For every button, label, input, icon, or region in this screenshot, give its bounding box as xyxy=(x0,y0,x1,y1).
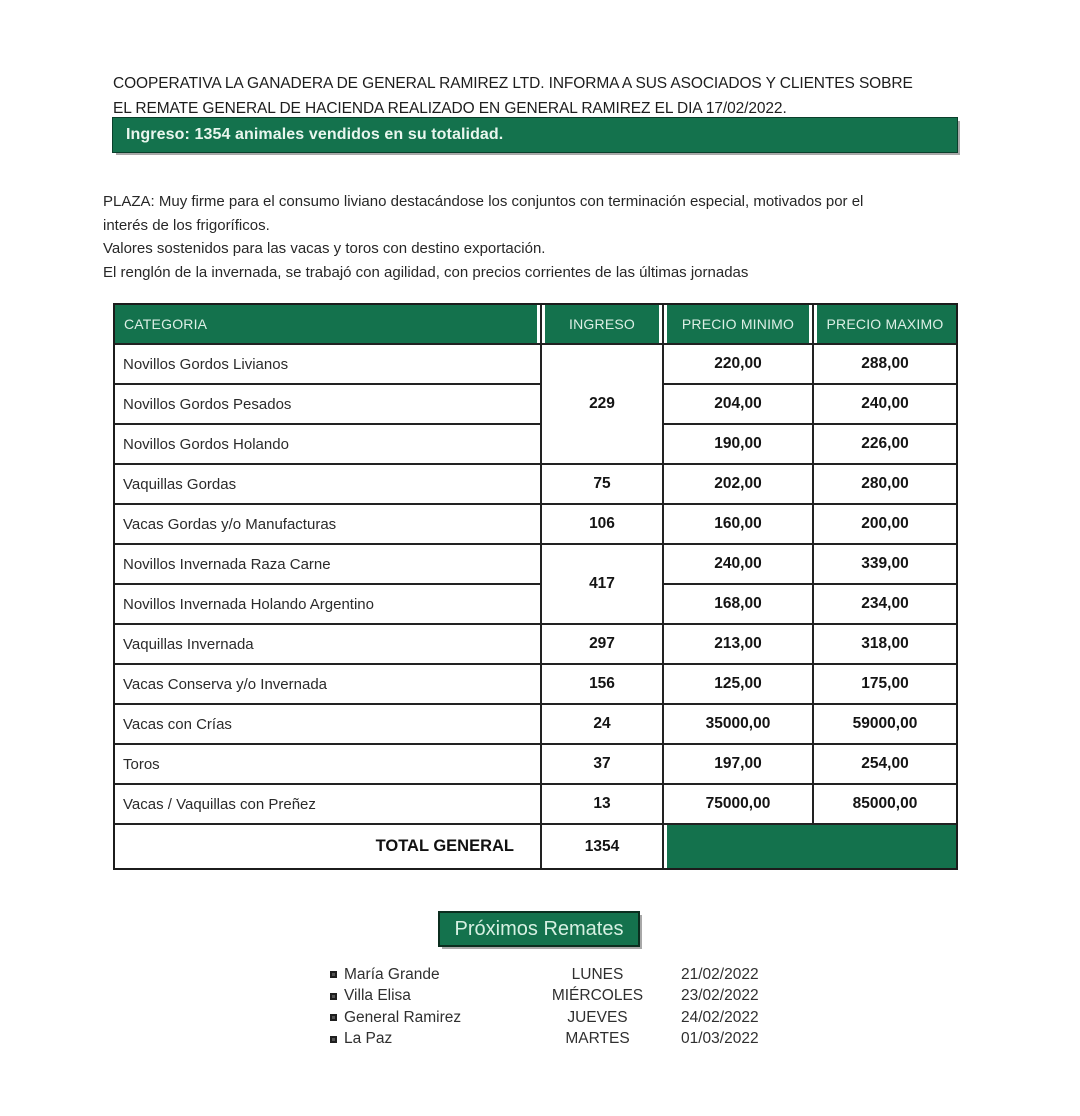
proximos-remates-banner xyxy=(438,911,640,947)
table-cell-precio-minimo: 190,00 xyxy=(662,423,812,463)
table-cell-ingreso: 156 xyxy=(540,663,662,703)
table-cell-categoria: Vaquillas Invernada xyxy=(115,623,540,663)
schedule-day: MARTES xyxy=(565,1030,630,1048)
table-cell-categoria: Novillos Gordos Holando xyxy=(115,423,540,463)
proximos-remates-title: Próximos Remates xyxy=(454,917,624,940)
table-cell-precio-minimo: 220,00 xyxy=(662,343,812,383)
schedule-row-place xyxy=(330,1029,520,1051)
table-cell-ingreso: 297 xyxy=(540,623,662,663)
table-cell-precio-minimo: 168,00 xyxy=(662,583,812,623)
schedule-row-place xyxy=(330,1007,520,1029)
ingreso-banner xyxy=(112,117,958,153)
plaza-line: Valores sostenidos para las vacas y toros con destino exportación. xyxy=(103,240,546,257)
plaza-line: El renglón de la invernada, se trabajó con agilidad, con precios corrientes de las últimas jornadas xyxy=(103,263,749,281)
table-cell-categoria: Toros xyxy=(115,743,540,783)
table-cell-ingreso: 13 xyxy=(540,783,662,823)
table-cell-categoria: Novillos Invernada Raza Carne xyxy=(115,543,540,583)
table-cell-ingreso: 37 xyxy=(540,743,662,783)
header-precio-maximo: PRECIO MAXIMO xyxy=(812,305,956,343)
table-cell-ingreso: 229 xyxy=(540,343,662,463)
table-cell-ingreso: 75 xyxy=(540,463,662,503)
table-cell-precio-maximo: 339,00 xyxy=(812,543,956,583)
table-cell-precio-minimo: 204,00 xyxy=(662,383,812,423)
table-cell-precio-minimo: 160,00 xyxy=(662,503,812,543)
schedule-day: LUNES xyxy=(571,965,624,983)
schedule-day: JUEVES xyxy=(567,1008,628,1026)
table-cell-precio-maximo: 234,00 xyxy=(812,583,956,623)
table-cell-precio-minimo: 213,00 xyxy=(662,623,812,663)
livestock-table xyxy=(113,303,958,870)
table-cell-precio-minimo: 202,00 xyxy=(662,463,812,503)
schedule-date: 21/02/2022 xyxy=(681,965,759,983)
table-cell-precio-maximo: 175,00 xyxy=(812,663,956,703)
table-cell-categoria: Vacas / Vaquillas con Preñez xyxy=(115,783,540,823)
table-cell-precio-maximo: 85000,00 xyxy=(812,783,956,823)
schedule-place: María Grande xyxy=(344,965,440,983)
table-cell-precio-maximo: 226,00 xyxy=(812,423,956,463)
table-cell-precio-maximo: 59000,00 xyxy=(812,703,956,743)
table-cell-categoria: Novillos Gordos Pesados xyxy=(115,383,540,423)
table-cell-categoria: Novillos Gordos Livianos xyxy=(115,343,540,383)
table-cell-categoria: Vacas Conserva y/o Invernada xyxy=(115,663,540,703)
schedule-place: Villa Elisa xyxy=(344,987,411,1005)
schedule-place: La Paz xyxy=(344,1030,393,1048)
table-cell-precio-minimo: 75000,00 xyxy=(662,783,812,823)
header-ingreso: INGRESO xyxy=(540,305,662,343)
report-title-line2: EL REMATE GENERAL DE HACIENDA REALIZADO EN GENERAL RAMIREZ EL DIA 17/02/2022. xyxy=(113,100,787,117)
schedule-date: 01/03/2022 xyxy=(681,1030,759,1048)
schedule-row-place xyxy=(330,964,520,986)
table-cell-ingreso: 417 xyxy=(540,543,662,623)
square-bullet-icon xyxy=(330,993,337,1000)
table-cell-precio-maximo: 200,00 xyxy=(812,503,956,543)
table-cell-categoria: Novillos Invernada Holando Argentino xyxy=(115,583,540,623)
total-green-cell xyxy=(662,823,956,868)
upcoming-auctions-list xyxy=(330,964,790,1050)
header-precio-minimo: PRECIO MINIMO xyxy=(662,305,812,343)
square-bullet-icon xyxy=(330,971,337,978)
table-cell-precio-maximo: 318,00 xyxy=(812,623,956,663)
table-cell-categoria: Vaquillas Gordas xyxy=(115,463,540,503)
table-cell-categoria: Vacas Gordas y/o Manufacturas xyxy=(115,503,540,543)
table-cell-ingreso: 106 xyxy=(540,503,662,543)
schedule-row-place xyxy=(330,986,520,1008)
table-cell-precio-minimo: 125,00 xyxy=(662,663,812,703)
table-cell-precio-minimo: 240,00 xyxy=(662,543,812,583)
table-cell-precio-minimo: 35000,00 xyxy=(662,703,812,743)
square-bullet-icon xyxy=(330,1014,337,1021)
report-title xyxy=(113,71,913,121)
table-cell-precio-minimo: 197,00 xyxy=(662,743,812,783)
total-general-value: 1354 xyxy=(540,823,662,868)
table-cell-precio-maximo: 254,00 xyxy=(812,743,956,783)
table-cell-precio-maximo: 240,00 xyxy=(812,383,956,423)
total-general-label: TOTAL GENERAL xyxy=(115,823,540,868)
plaza-line: interés de los frigoríficos. xyxy=(103,216,270,234)
header-categoria: CATEGORIA xyxy=(115,305,540,343)
schedule-place: General Ramirez xyxy=(344,1008,462,1026)
table-cell-precio-maximo: 288,00 xyxy=(812,343,956,383)
schedule-day: MIÉRCOLES xyxy=(551,987,644,1005)
table-cell-precio-maximo: 280,00 xyxy=(812,463,956,503)
schedule-date: 24/02/2022 xyxy=(681,1008,759,1026)
plaza-line: PLAZA: Muy firme para el consumo liviano destacándose los conjuntos con terminación especial, motivados por el xyxy=(103,193,864,210)
table-cell-categoria: Vacas con Crías xyxy=(115,703,540,743)
plaza-paragraph xyxy=(103,190,863,284)
schedule-date: 23/02/2022 xyxy=(681,987,759,1005)
table-cell-ingreso: 24 xyxy=(540,703,662,743)
square-bullet-icon xyxy=(330,1036,337,1043)
report-title-line1: COOPERATIVA LA GANADERA DE GENERAL RAMIREZ LTD. INFORMA A SUS ASOCIADOS Y CLIENTES SOBRE xyxy=(113,75,913,92)
ingreso-banner-text: Ingreso: 1354 animales vendidos en su totalidad. xyxy=(126,126,504,143)
